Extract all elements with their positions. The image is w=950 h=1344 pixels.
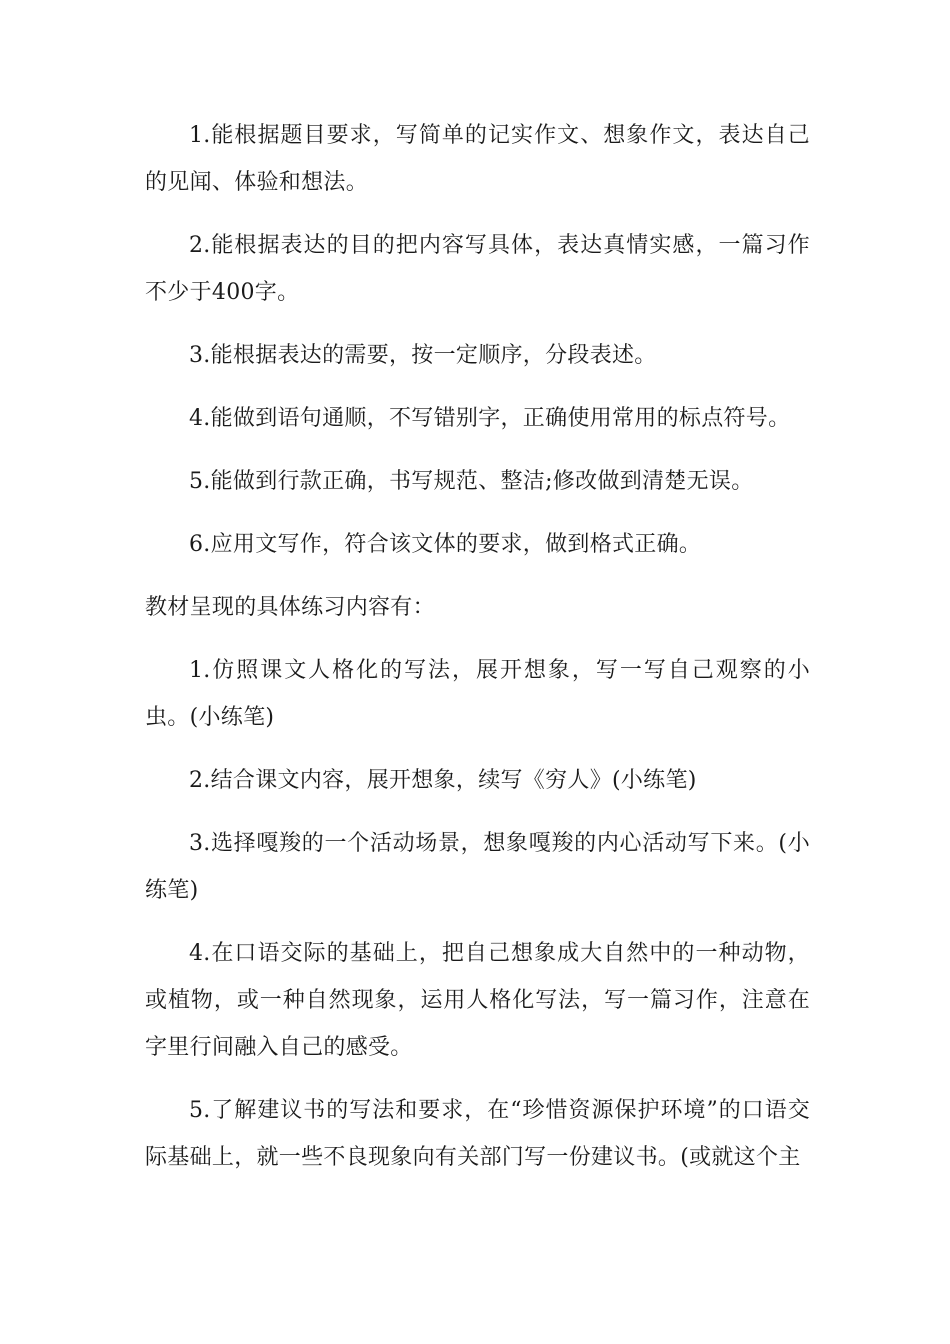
requirement-4: 4.能做到语句通顺，不写错别字，正确使用常用的标点符号。 [189,406,791,431]
document-body [145,112,810,1197]
exercise-4: 4.在口语交际的基础上，把自己想象成大自然中的一种动物，或植物，或一种自然现象，运用人格化写法，写一篇习作，注意在字里行间融入自己的感受。 [145,941,810,1060]
requirement-2: 2.能根据表达的目的把内容写具体，表达真情实感，一篇习作不少于400字。 [145,233,810,305]
exercise-1: 1.仿照课文人格化的写法，展开想象，写一写自己观察的小虫。(小练笔) [145,658,810,730]
exercise-5: 5.了解建议书的写法和要求，在“珍惜资源保护环境”的口语交际基础上，就一些不良现象向有关部门写一份建议书。(或就这个主 [145,1098,810,1170]
requirement-3: 3.能根据表达的需要，按一定顺序，分段表述。 [189,343,657,368]
requirement-5: 5.能做到行款正确，书写规范、整洁;修改做到清楚无误。 [189,469,754,494]
exercise-2: 2.结合课文内容，展开想象，续写《穷人》(小练笔) [189,768,697,793]
exercise-heading: 教材呈现的具体练习内容有： [145,595,435,620]
requirement-1: 1.能根据题目要求，写简单的记实作文、想象作文，表达自己的见闻、体验和想法。 [145,123,810,195]
exercise-3: 3.选择嘎羧的一个活动场景，想象嘎羧的内心活动写下来。(小练笔) [145,831,810,903]
requirement-6: 6.应用文写作，符合该文体的要求，做到格式正确。 [189,532,702,557]
